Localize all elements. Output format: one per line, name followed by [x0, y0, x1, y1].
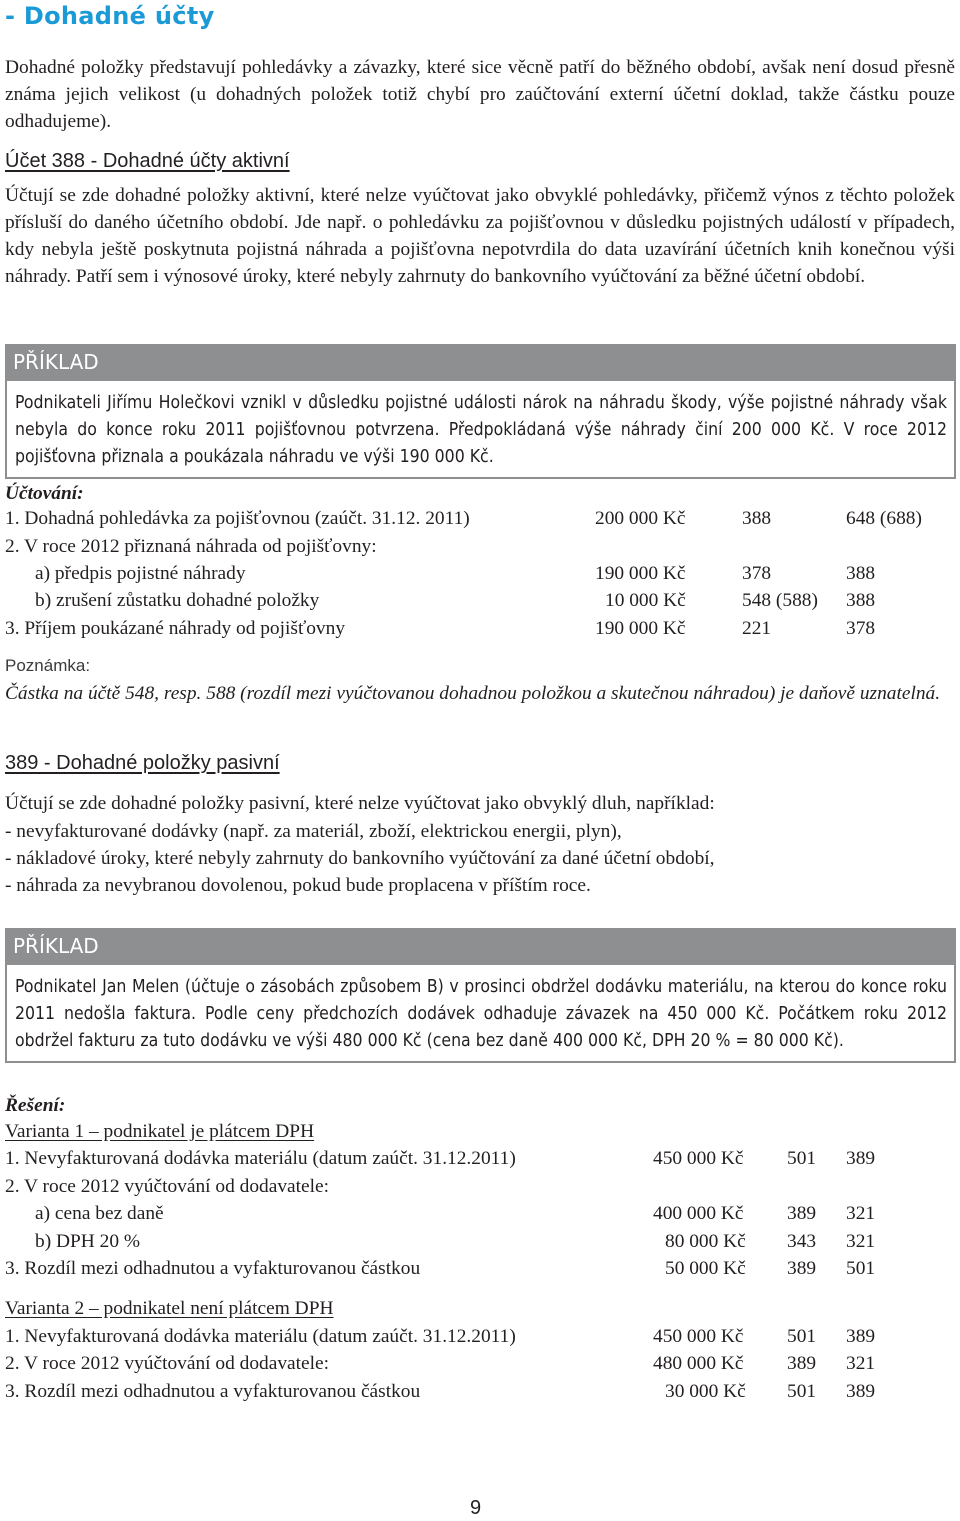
row-amount: 400 000 Kč — [653, 1203, 744, 1224]
example-2-header: PŘÍKLAD — [5, 928, 956, 965]
row-credit: 501 — [846, 1258, 876, 1279]
row-debit: 388 — [742, 508, 772, 529]
account-388-heading: Účet 388 - Dohadné účty aktivní — [5, 150, 290, 172]
row-description: a) cena bez daně — [35, 1203, 164, 1224]
note-label: Poznámka: — [5, 656, 91, 675]
account-389-line: Účtují se zde dohadné položky pasivní, které nelze vyúčtovat jako obvyklý dluh, například: — [5, 793, 715, 814]
row-credit: 389 — [846, 1326, 876, 1347]
example-1-header: PŘÍKLAD — [5, 344, 956, 381]
row-amount: 200 000 Kč — [595, 508, 686, 529]
row-description: b) DPH 20 % — [35, 1231, 141, 1252]
variant-1-title-text: Varianta 1 – podnikatel je plátcem DPH — [5, 1121, 315, 1142]
row-debit: 389 — [787, 1203, 817, 1224]
row-amount: 190 000 Kč — [595, 563, 686, 584]
account-389-line: - nevyfakturované dodávky (např. za materiál, zboží, elektrickou energii, plyn), — [5, 821, 622, 842]
account-389-line: - náhrada za nevybranou dovolenou, pokud bude proplacena v příštím roce. — [5, 875, 591, 896]
row-amount: 450 000 Kč — [653, 1326, 744, 1347]
row-description: 1. Nevyfakturovaná dodávka materiálu (datum zaúčt. 31.12.2011) — [5, 1148, 516, 1169]
row-debit: 548 (588) — [742, 590, 818, 611]
row-debit: 389 — [787, 1353, 817, 1374]
account-389-line: - nákladové úroky, které nebyly zahrnuty do bankovního vyúčtování za dané účetní období, — [5, 848, 715, 869]
row-amount: 450 000 Kč — [653, 1148, 744, 1169]
row-description: 3. Rozdíl mezi odhadnutou a vyfakturovanou částkou — [5, 1258, 421, 1279]
example-2-text: Podnikatel Jan Melen (účtuje o zásobách způsobem B) v prosinci obdržel dodávku materiálu, na kterou do konce roku 2011 nedošla faktura. Podle ceny předchozích dodávek odhaduje závazek na 450 000 Kč. Počátkem roku 2012 obdržel fakturu za tuto dodávku ve výši 480 000 Kč (cena bez daně 400 000 Kč, DPH 20 % = 80 000 Kč). — [5, 965, 956, 1063]
variant-2-title-text: Varianta 2 – podnikatel není plátcem DPH — [5, 1298, 334, 1319]
row-amount: 80 000 Kč — [665, 1231, 746, 1252]
row-description: 2. V roce 2012 přiznaná náhrada od pojišťovny: — [5, 536, 377, 557]
row-description: b) zrušení zůstatku dohadné položky — [35, 590, 320, 611]
row-credit: 388 — [846, 563, 876, 584]
example-1-text: Podnikateli Jiřímu Holečkovi vznikl v důsledku pojistné události nárok na náhradu škody, výše pojistné náhrady však nebyla do konce roku 2011 pojišťovnou potvrzena. Předpokládaná výše náhrady činí 200 000 Kč. V roce 2012 pojišťovna přiznala a poukázala náhradu ve výši 190 000 Kč. — [5, 381, 956, 479]
row-debit: 343 — [787, 1231, 817, 1252]
row-credit: 378 — [846, 618, 876, 639]
row-description: 3. Příjem poukázané náhrady od pojišťovny — [5, 618, 346, 639]
note-text: Částka na účtě 548, resp. 588 (rozdíl mezi vyúčtovanou dohadnou položkou a skutečnou náhradou) je daňově uznatelná. — [5, 683, 941, 704]
row-debit: 221 — [742, 618, 772, 639]
row-amount: 190 000 Kč — [595, 618, 686, 639]
row-credit: 321 — [846, 1203, 876, 1224]
row-amount: 50 000 Kč — [665, 1258, 746, 1279]
row-amount: 10 000 Kč — [605, 590, 686, 611]
row-description: 1. Dohadná pohledávka za pojišťovnou (zaúčt. 31.12. 2011) — [5, 508, 470, 529]
row-debit: 389 — [787, 1258, 817, 1279]
row-credit: 321 — [846, 1231, 876, 1252]
intro-paragraph: Dohadné položky představují pohledávky a závazky, které sice věcně patří do běžného období, avšak není dosud přesně známa jejich velikost (u dohadných položek totiž chybí pro zaúčtování externí účetní doklad, takže částku pouze odhadujeme). — [5, 57, 955, 132]
account-389-heading: 389 - Dohadné položky pasivní — [5, 752, 280, 774]
row-credit: 389 — [846, 1148, 876, 1169]
row-description: 2. V roce 2012 vyúčtování od dodavatele: — [5, 1353, 329, 1374]
row-debit: 501 — [787, 1326, 817, 1347]
account-388-text: Účtují se zde dohadné položky aktivní, které nelze vyúčtovat jako obvyklé pohledávky, přičemž výnos z těchto položek přísluší do daného účetního období. Jde např. o pohledávku za pojišťovnou v důsledku pojistných událostí v případech, kdy nebyla ještě poskytnuta pojistná náhrada a pojišťovna nepotvrdila do data uzavírání účetních knih konečnou výši náhrady. Patří sem i výnosové úroky, které nebyly zahrnuty do bankovního vyúčtování za běžné účetní období. — [5, 185, 955, 287]
row-amount: 30 000 Kč — [665, 1381, 746, 1402]
row-credit: 321 — [846, 1353, 876, 1374]
accounting-label: Účtování: — [5, 483, 84, 504]
row-amount: 480 000 Kč — [653, 1353, 744, 1374]
row-description: 2. V roce 2012 vyúčtování od dodavatele: — [5, 1176, 329, 1197]
row-credit: 648 (688) — [846, 508, 922, 529]
row-debit: 501 — [787, 1148, 817, 1169]
page-number: 9 — [470, 1497, 482, 1519]
row-debit: 501 — [787, 1381, 817, 1402]
row-description: a) předpis pojistné náhrady — [35, 563, 246, 584]
row-credit: 388 — [846, 590, 876, 611]
row-description: 3. Rozdíl mezi odhadnutou a vyfakturovanou částkou — [5, 1381, 421, 1402]
row-credit: 389 — [846, 1381, 876, 1402]
solution-label: Řešení: — [5, 1095, 66, 1116]
row-description: 1. Nevyfakturovaná dodávka materiálu (datum zaúčt. 31.12.2011) — [5, 1326, 516, 1347]
row-debit: 378 — [742, 563, 772, 584]
section-title: - Dohadné účty — [5, 2, 215, 30]
